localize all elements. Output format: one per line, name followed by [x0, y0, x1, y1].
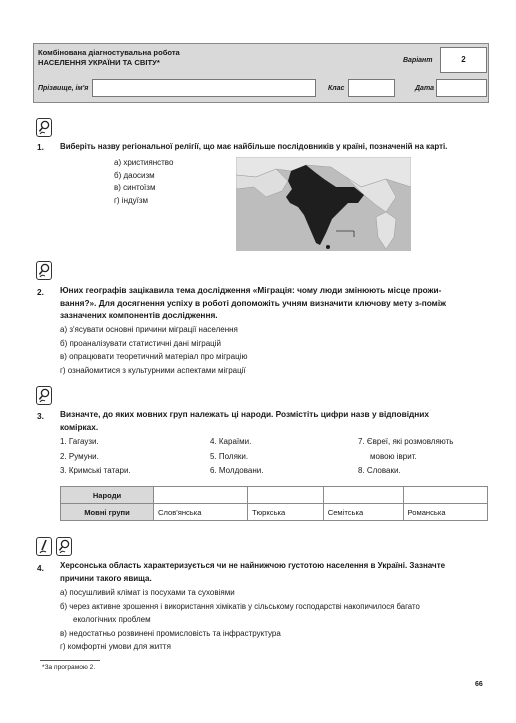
class-label: Клас — [328, 85, 345, 92]
class-field[interactable] — [348, 79, 395, 97]
group-cell: Слов'янська — [154, 504, 248, 521]
name-field[interactable] — [92, 79, 316, 97]
title-line-1: Комбінована діагностувальна робота — [38, 48, 180, 57]
answer-cell[interactable] — [323, 487, 403, 504]
q2-text-line: вання?». Для досягнення успіху в роботі допоможіть учням визначити ключову мету з-поміж — [60, 297, 447, 308]
q1-options — [114, 157, 173, 207]
q4-option-d[interactable]: г) комфортні умови для життя — [60, 642, 171, 652]
group-cell: Тюркська — [248, 504, 324, 521]
people-item-cont: мовою іврит. — [370, 451, 417, 461]
date-field[interactable] — [436, 79, 487, 97]
q4-option-a[interactable]: а) посушливий клімат із посухами та суховіями — [60, 588, 235, 597]
people-item: 8. Словаки. — [358, 466, 401, 475]
india-map — [236, 157, 411, 251]
q1-text: Виберіть назву регіональної релігії, що має найбільше послідовників у країні, позначеній на карті. — [60, 142, 448, 151]
q3-number: 3. — [37, 411, 44, 421]
footnote-rule — [40, 660, 100, 661]
variant-field: 2 — [440, 47, 487, 73]
q2-option-c[interactable]: в) опрацювати теоретичний матеріал про міграцію — [60, 352, 248, 362]
footnote: *За програмою 2. — [42, 664, 96, 671]
q4-option-b-cont: екологічних проблем — [73, 615, 151, 625]
group-cell: Семітська — [323, 504, 403, 521]
q1-number: 1. — [37, 142, 44, 152]
q1-option-c[interactable]: в) синтоїзм — [114, 183, 156, 193]
table-row — [61, 504, 488, 521]
q3-text-line: комірках. — [60, 421, 99, 432]
q1-option-a[interactable]: а) християнство — [114, 158, 174, 167]
q3-peoples-col-2 — [210, 435, 263, 479]
q2-text-line: зазначених компонентів дослідження. — [60, 310, 218, 321]
answer-cell[interactable] — [248, 487, 324, 504]
q2-option-b[interactable]: б) проаналізувати статистичні дані міграцій — [60, 338, 221, 348]
q2-number: 2. — [37, 287, 44, 297]
group-cell: Романська — [403, 504, 487, 521]
magnifier-hand-icon — [56, 537, 72, 556]
magnifier-hand-icon — [36, 386, 52, 405]
pencil-hand-icon — [36, 537, 52, 556]
q3-text — [60, 408, 492, 433]
q2-options — [60, 323, 490, 377]
q4-option-b[interactable]: б) через активне зрошення і використання хімікатів у сільському господарстві накопичилося багато — [60, 601, 420, 611]
answer-cell[interactable] — [403, 487, 487, 504]
q4-options — [60, 586, 494, 654]
magnifier-hand-icon — [36, 261, 52, 280]
people-item: 1. Гагаузи. — [60, 437, 99, 446]
title-line-2 — [38, 58, 180, 68]
magnifier-hand-icon — [36, 118, 52, 137]
title-line-2-text: НАСЕЛЕННЯ УКРАЇНИ ТА СВІТУ — [38, 58, 157, 67]
language-groups-table — [60, 486, 488, 521]
people-item: 7. Євреї, які розмовляють — [358, 437, 454, 446]
q2-option-d[interactable]: г) ознайомитися з культурними аспектами міграції — [60, 365, 246, 375]
q3-text-line: Визначте, до яких мовних груп належать ці народи. Розмістіть цифри назв у відповідних — [60, 409, 430, 419]
q4-text-line: Херсонська область характеризується чи не найнижчою густотою населення в Україні. Зазначте — [60, 561, 446, 570]
people-item: 6. Молдовани. — [210, 466, 264, 475]
people-item: 2. Румуни. — [60, 451, 99, 461]
date-label: Дата — [415, 85, 435, 92]
work-title — [38, 48, 180, 68]
people-item: 4. Караїми. — [210, 437, 252, 446]
q2-text-line: Юних географів зацікавила тема дослідження «Міграція: чому люди змінюють місце прожи- — [60, 285, 442, 295]
q1-option-d[interactable]: г) індуїзм — [114, 195, 149, 205]
row-label-peoples: Народи — [61, 487, 154, 504]
footnote-mark: * — [156, 58, 160, 67]
work-header — [33, 43, 489, 103]
q2-option-a[interactable]: а) з'ясувати основні причини міграції населення — [60, 325, 238, 334]
name-label: Прізвище, ім'я — [38, 85, 89, 92]
people-item: 3. Кримські татари. — [60, 466, 131, 475]
q1-option-b[interactable]: б) даосизм — [114, 170, 155, 180]
q3-peoples-col-1 — [60, 435, 131, 479]
q4-text-line: причини такого явища. — [60, 573, 152, 583]
table-row — [61, 487, 488, 504]
q3-peoples-col-3 — [358, 435, 453, 479]
variant-label: Варіант — [403, 57, 433, 64]
q4-number: 4. — [37, 563, 44, 573]
q4-option-c[interactable]: в) недостатньо розвинені промисловість та інфраструктура — [60, 628, 281, 638]
answer-cell[interactable] — [154, 487, 248, 504]
q2-text — [60, 284, 492, 322]
q4-text — [60, 560, 494, 585]
row-label-groups: Мовні групи — [61, 504, 154, 521]
people-item: 5. Поляки. — [210, 451, 249, 461]
page-number: 66 — [475, 681, 483, 688]
